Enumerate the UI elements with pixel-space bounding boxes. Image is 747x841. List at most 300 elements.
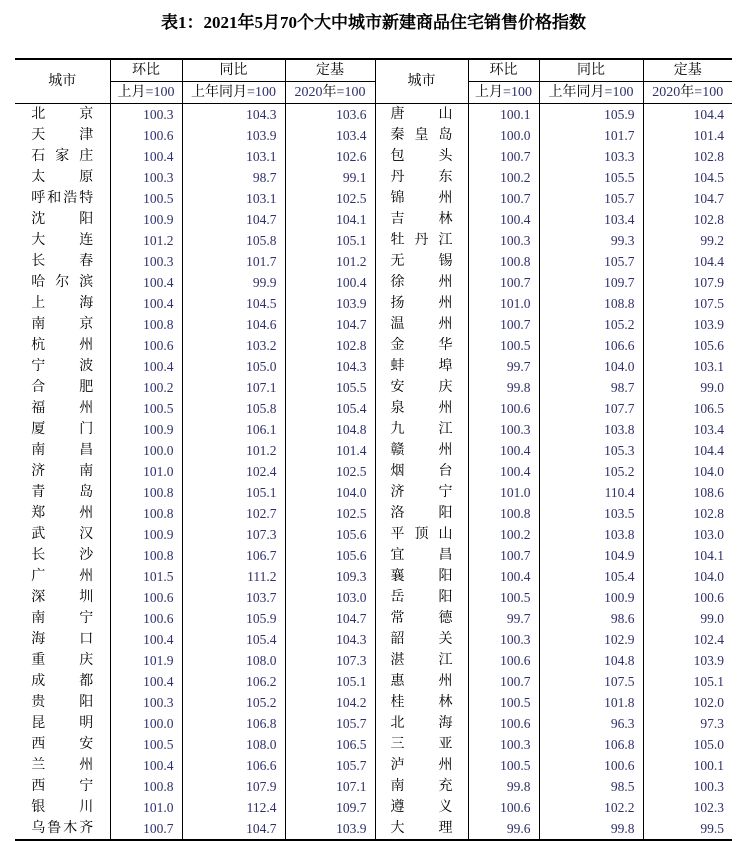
fixed-cell: 105.5	[285, 377, 375, 398]
city-cell	[375, 524, 468, 545]
city-cell	[15, 713, 110, 734]
city-cell	[375, 419, 468, 440]
mom-cell: 99.7	[468, 356, 539, 377]
city-name: 昆明	[31, 716, 94, 731]
header-yoy-left: 同比	[182, 59, 285, 82]
table-title: 表1：2021年5月70个大中城市新建商品住宅销售价格指数	[161, 13, 586, 32]
yoy-cell: 98.6	[539, 608, 643, 629]
city-name: 福州	[31, 401, 94, 416]
mom-cell: 100.8	[468, 503, 539, 524]
yoy-cell: 110.4	[539, 482, 643, 503]
fixed-cell: 105.0	[693, 737, 724, 752]
mom-cell: 100.0	[468, 125, 539, 146]
city-name: 秦皇岛	[390, 128, 453, 143]
fixed-cell: 103.4	[285, 125, 375, 146]
table-row	[15, 272, 732, 293]
city-name: 三亚	[390, 737, 453, 752]
mom-cell: 100.7	[110, 818, 182, 840]
table-row	[15, 797, 732, 818]
fixed-cell: 102.8	[693, 506, 724, 521]
mom-cell: 100.6	[110, 125, 182, 146]
table-row	[15, 104, 732, 126]
fixed-cell: 105.4	[285, 398, 375, 419]
city-cell	[15, 545, 110, 566]
city-cell	[15, 503, 110, 524]
header-row-1	[15, 59, 732, 82]
city-cell	[375, 209, 468, 230]
yoy-cell: 106.2	[182, 671, 285, 692]
city-cell	[375, 335, 468, 356]
yoy-cell: 101.2	[182, 440, 285, 461]
mom-cell: 99.8	[468, 377, 539, 398]
fixed-cell: 105.1	[693, 674, 724, 689]
city-name: 石家庄	[31, 149, 94, 164]
city-name: 成都	[31, 674, 94, 689]
city-name: 襄阳	[390, 569, 453, 584]
city-name: 遵义	[390, 800, 453, 815]
header-fixed-base-left: 2020年=100	[285, 82, 375, 104]
mom-cell: 100.9	[110, 419, 182, 440]
city-name: 西宁	[31, 779, 94, 794]
fixed-cell: 106.5	[693, 401, 724, 416]
city-name: 南充	[390, 779, 453, 794]
mom-cell: 100.8	[110, 314, 182, 335]
header-fixed-base-right: 2020年=100	[643, 82, 732, 104]
fixed-cell: 102.8	[693, 149, 724, 164]
fixed-cell: 103.9	[285, 818, 375, 840]
city-cell	[15, 566, 110, 587]
mom-cell: 100.5	[468, 692, 539, 713]
city-cell	[15, 167, 110, 188]
city-cell	[375, 503, 468, 524]
yoy-cell: 100.6	[539, 755, 643, 776]
fixed-cell: 104.7	[285, 608, 375, 629]
city-name: 岳阳	[390, 590, 453, 605]
city-cell	[375, 650, 468, 671]
city-name: 安庆	[390, 380, 453, 395]
price-index-table	[15, 58, 732, 841]
city-name: 唐山	[390, 107, 453, 122]
city-cell	[15, 272, 110, 293]
city-cell	[15, 524, 110, 545]
city-cell	[15, 419, 110, 440]
mom-cell: 99.6	[468, 818, 539, 840]
mom-cell: 100.6	[468, 713, 539, 734]
city-cell	[15, 230, 110, 251]
yoy-cell: 105.3	[539, 440, 643, 461]
city-name: 广州	[31, 569, 94, 584]
mom-cell: 100.3	[110, 104, 182, 126]
table-row	[15, 734, 732, 755]
mom-cell: 101.0	[468, 293, 539, 314]
city-name: 南宁	[31, 611, 94, 626]
fixed-cell: 100.3	[693, 779, 724, 794]
fixed-cell: 104.5	[693, 170, 724, 185]
mom-cell: 100.7	[468, 314, 539, 335]
mom-cell: 100.4	[110, 629, 182, 650]
table-row	[15, 818, 732, 840]
mom-cell: 100.2	[468, 167, 539, 188]
city-cell	[15, 146, 110, 167]
yoy-cell: 105.2	[182, 692, 285, 713]
table-row	[15, 356, 732, 377]
yoy-cell: 105.7	[539, 251, 643, 272]
city-name: 泸州	[390, 758, 453, 773]
city-cell	[15, 482, 110, 503]
mom-cell: 100.3	[468, 629, 539, 650]
city-name: 无锡	[390, 254, 453, 269]
fixed-cell: 104.4	[693, 443, 724, 458]
city-cell	[15, 440, 110, 461]
city-name: 包头	[390, 149, 453, 164]
city-cell	[375, 356, 468, 377]
table-row	[15, 398, 732, 419]
yoy-cell: 105.9	[182, 608, 285, 629]
mom-cell: 100.8	[110, 545, 182, 566]
header-mom-base-left: 上月=100	[110, 82, 182, 104]
mom-cell: 100.8	[110, 482, 182, 503]
yoy-cell: 102.2	[539, 797, 643, 818]
city-name: 泉州	[390, 401, 453, 416]
table-row	[15, 125, 732, 146]
table-row	[15, 188, 732, 209]
yoy-cell: 103.1	[182, 146, 285, 167]
mom-cell: 100.0	[110, 713, 182, 734]
city-name: 上海	[31, 296, 94, 311]
yoy-cell: 105.8	[182, 230, 285, 251]
table-row	[15, 314, 732, 335]
table-row	[15, 776, 732, 797]
fixed-cell: 107.9	[693, 275, 724, 290]
yoy-cell: 106.1	[182, 419, 285, 440]
city-name: 金华	[390, 338, 453, 353]
fixed-cell: 103.9	[285, 293, 375, 314]
fixed-cell: 103.6	[285, 104, 375, 126]
city-name: 平顶山	[390, 527, 453, 542]
fixed-cell: 99.1	[285, 167, 375, 188]
fixed-cell: 102.8	[285, 335, 375, 356]
mom-cell: 101.5	[110, 566, 182, 587]
fixed-cell: 102.8	[693, 212, 724, 227]
city-cell	[15, 209, 110, 230]
city-name: 大连	[31, 233, 94, 248]
city-name: 南京	[31, 317, 94, 332]
yoy-cell: 108.8	[539, 293, 643, 314]
city-cell	[375, 587, 468, 608]
mom-cell: 100.1	[468, 104, 539, 126]
city-cell	[375, 398, 468, 419]
header-yoy-base-right: 上年同月=100	[539, 82, 643, 104]
yoy-cell: 105.2	[539, 461, 643, 482]
fixed-cell: 103.0	[285, 587, 375, 608]
city-cell	[375, 797, 468, 818]
yoy-cell: 105.4	[539, 566, 643, 587]
yoy-cell: 99.9	[182, 272, 285, 293]
yoy-cell: 100.9	[539, 587, 643, 608]
city-cell	[375, 482, 468, 503]
city-cell	[15, 377, 110, 398]
fixed-cell: 107.3	[285, 650, 375, 671]
city-cell	[375, 230, 468, 251]
yoy-cell: 104.9	[539, 545, 643, 566]
fixed-cell: 101.4	[693, 128, 724, 143]
fixed-cell: 101.4	[285, 440, 375, 461]
yoy-cell: 109.7	[539, 272, 643, 293]
fixed-cell: 103.1	[693, 359, 724, 374]
city-name: 长春	[31, 254, 94, 269]
header-city-right: 城市	[375, 59, 468, 104]
fixed-cell: 105.6	[285, 524, 375, 545]
city-cell	[15, 608, 110, 629]
yoy-cell: 104.3	[182, 104, 285, 126]
fixed-cell: 102.3	[693, 800, 724, 815]
fixed-cell: 108.6	[693, 485, 724, 500]
table-row	[15, 713, 732, 734]
city-name: 合肥	[31, 380, 94, 395]
mom-cell: 100.5	[110, 734, 182, 755]
city-name: 蚌埠	[390, 359, 453, 374]
mom-cell: 100.6	[468, 797, 539, 818]
city-name: 厦门	[31, 422, 94, 437]
city-name: 武汉	[31, 527, 94, 542]
city-cell	[375, 461, 468, 482]
city-name: 兰州	[31, 758, 94, 773]
city-cell	[15, 818, 110, 840]
table-row	[15, 167, 732, 188]
city-name: 宜昌	[390, 548, 453, 563]
mom-cell: 100.4	[110, 356, 182, 377]
mom-cell: 100.6	[110, 608, 182, 629]
yoy-cell: 106.8	[182, 713, 285, 734]
fixed-cell: 103.9	[693, 653, 724, 668]
fixed-cell: 107.5	[693, 296, 724, 311]
fixed-cell: 97.3	[700, 716, 724, 731]
fixed-cell: 102.0	[693, 695, 724, 710]
city-cell	[375, 440, 468, 461]
fixed-cell: 104.7	[285, 314, 375, 335]
city-name: 杭州	[31, 338, 94, 353]
mom-cell: 100.7	[468, 671, 539, 692]
yoy-cell: 107.9	[182, 776, 285, 797]
fixed-cell: 103.0	[693, 527, 724, 542]
fixed-cell: 102.5	[285, 503, 375, 524]
mom-cell: 101.0	[110, 797, 182, 818]
mom-cell: 100.2	[468, 524, 539, 545]
table-body	[15, 104, 732, 841]
mom-cell: 100.9	[110, 524, 182, 545]
city-name: 湛江	[390, 653, 453, 668]
city-name: 重庆	[31, 653, 94, 668]
fixed-cell: 105.1	[285, 230, 375, 251]
city-name: 海口	[31, 632, 94, 647]
yoy-cell: 104.0	[539, 356, 643, 377]
yoy-cell: 107.3	[182, 524, 285, 545]
city-name: 韶关	[390, 632, 453, 647]
city-cell	[15, 398, 110, 419]
city-name: 温州	[390, 317, 453, 332]
header-fixed-right: 定基	[643, 59, 732, 82]
yoy-cell: 108.0	[182, 734, 285, 755]
fixed-cell: 102.4	[693, 632, 724, 647]
yoy-cell: 106.8	[539, 734, 643, 755]
yoy-cell: 104.8	[539, 650, 643, 671]
table-row	[15, 419, 732, 440]
yoy-cell: 98.5	[539, 776, 643, 797]
city-name: 徐州	[390, 275, 453, 290]
header-yoy-base-left: 上年同月=100	[182, 82, 285, 104]
table-row	[15, 293, 732, 314]
header-row-2	[15, 82, 732, 104]
fixed-cell: 105.6	[285, 545, 375, 566]
city-cell	[15, 293, 110, 314]
city-cell	[375, 314, 468, 335]
table-row	[15, 629, 732, 650]
city-cell	[15, 776, 110, 797]
city-cell	[375, 545, 468, 566]
yoy-cell: 105.9	[539, 104, 643, 126]
city-name: 锦州	[390, 191, 453, 206]
mom-cell: 100.4	[110, 293, 182, 314]
table-row	[15, 566, 732, 587]
fixed-cell: 101.2	[285, 251, 375, 272]
yoy-cell: 104.5	[182, 293, 285, 314]
city-cell	[375, 188, 468, 209]
fixed-cell: 99.0	[700, 380, 724, 395]
fixed-cell: 107.1	[285, 776, 375, 797]
yoy-cell: 99.3	[539, 230, 643, 251]
yoy-cell: 103.2	[182, 335, 285, 356]
table-row	[15, 251, 732, 272]
city-cell	[15, 461, 110, 482]
city-name: 呼和浩特	[31, 191, 94, 206]
mom-cell: 100.3	[110, 251, 182, 272]
city-name: 烟台	[390, 464, 453, 479]
yoy-cell: 106.6	[182, 755, 285, 776]
fixed-cell: 106.5	[285, 734, 375, 755]
city-name: 西安	[31, 737, 94, 752]
city-cell	[15, 125, 110, 146]
yoy-cell: 101.7	[539, 125, 643, 146]
mom-cell: 101.9	[110, 650, 182, 671]
yoy-cell: 108.0	[182, 650, 285, 671]
city-cell	[15, 251, 110, 272]
city-cell	[375, 671, 468, 692]
fixed-cell: 105.7	[285, 755, 375, 776]
mom-cell: 100.5	[468, 755, 539, 776]
mom-cell: 100.7	[468, 188, 539, 209]
city-cell	[375, 146, 468, 167]
table-row	[15, 587, 732, 608]
city-name: 乌鲁木齐	[31, 821, 94, 836]
mom-cell: 101.0	[110, 461, 182, 482]
mom-cell: 100.3	[468, 734, 539, 755]
table-row	[15, 692, 732, 713]
mom-cell: 101.0	[468, 482, 539, 503]
yoy-cell: 104.6	[182, 314, 285, 335]
table-row	[15, 755, 732, 776]
yoy-cell: 105.4	[182, 629, 285, 650]
city-name: 郑州	[31, 506, 94, 521]
yoy-cell: 111.2	[182, 566, 285, 587]
fixed-cell: 102.5	[285, 188, 375, 209]
city-name: 南昌	[31, 443, 94, 458]
city-cell	[375, 755, 468, 776]
table-row	[15, 524, 732, 545]
city-name: 贵阳	[31, 695, 94, 710]
yoy-cell: 105.1	[182, 482, 285, 503]
city-name: 惠州	[390, 674, 453, 689]
city-cell	[375, 104, 468, 126]
city-cell	[15, 755, 110, 776]
fixed-cell: 105.7	[285, 713, 375, 734]
fixed-cell: 109.3	[285, 566, 375, 587]
mom-cell: 100.4	[468, 209, 539, 230]
city-cell	[375, 608, 468, 629]
mom-cell: 100.9	[110, 209, 182, 230]
city-cell	[375, 566, 468, 587]
city-name: 深圳	[31, 590, 94, 605]
city-name: 九江	[390, 422, 453, 437]
city-cell	[15, 650, 110, 671]
city-name: 长沙	[31, 548, 94, 563]
table-row	[15, 545, 732, 566]
table-row	[15, 482, 732, 503]
fixed-cell: 104.2	[285, 692, 375, 713]
city-name: 济南	[31, 464, 94, 479]
city-name: 丹东	[390, 170, 453, 185]
mom-cell: 100.4	[468, 440, 539, 461]
city-cell	[375, 776, 468, 797]
mom-cell: 99.7	[468, 608, 539, 629]
city-name: 桂林	[390, 695, 453, 710]
fixed-cell: 100.6	[693, 590, 724, 605]
yoy-cell: 96.3	[539, 713, 643, 734]
city-cell	[375, 293, 468, 314]
fixed-cell: 104.4	[693, 107, 724, 122]
mom-cell: 100.8	[468, 251, 539, 272]
yoy-cell: 105.0	[182, 356, 285, 377]
table-row	[15, 440, 732, 461]
yoy-cell: 103.8	[539, 524, 643, 545]
mom-cell: 100.2	[110, 377, 182, 398]
city-cell	[15, 692, 110, 713]
mom-cell: 100.4	[468, 461, 539, 482]
city-cell	[375, 818, 468, 840]
yoy-cell: 105.8	[182, 398, 285, 419]
fixed-cell: 102.6	[285, 146, 375, 167]
mom-cell: 100.5	[110, 188, 182, 209]
city-cell	[375, 125, 468, 146]
city-cell	[375, 377, 468, 398]
city-cell	[15, 797, 110, 818]
table-row	[15, 650, 732, 671]
mom-cell: 100.8	[110, 776, 182, 797]
city-name: 洛阳	[390, 506, 453, 521]
city-cell	[375, 167, 468, 188]
yoy-cell: 101.7	[182, 251, 285, 272]
yoy-cell: 105.5	[539, 167, 643, 188]
table-row	[15, 377, 732, 398]
yoy-cell: 102.7	[182, 503, 285, 524]
city-cell	[15, 335, 110, 356]
yoy-cell: 103.7	[182, 587, 285, 608]
fixed-cell: 105.6	[693, 338, 724, 353]
table-header	[15, 59, 732, 104]
fixed-cell: 105.1	[285, 671, 375, 692]
city-cell	[375, 629, 468, 650]
mom-cell: 99.8	[468, 776, 539, 797]
mom-cell: 100.8	[110, 503, 182, 524]
